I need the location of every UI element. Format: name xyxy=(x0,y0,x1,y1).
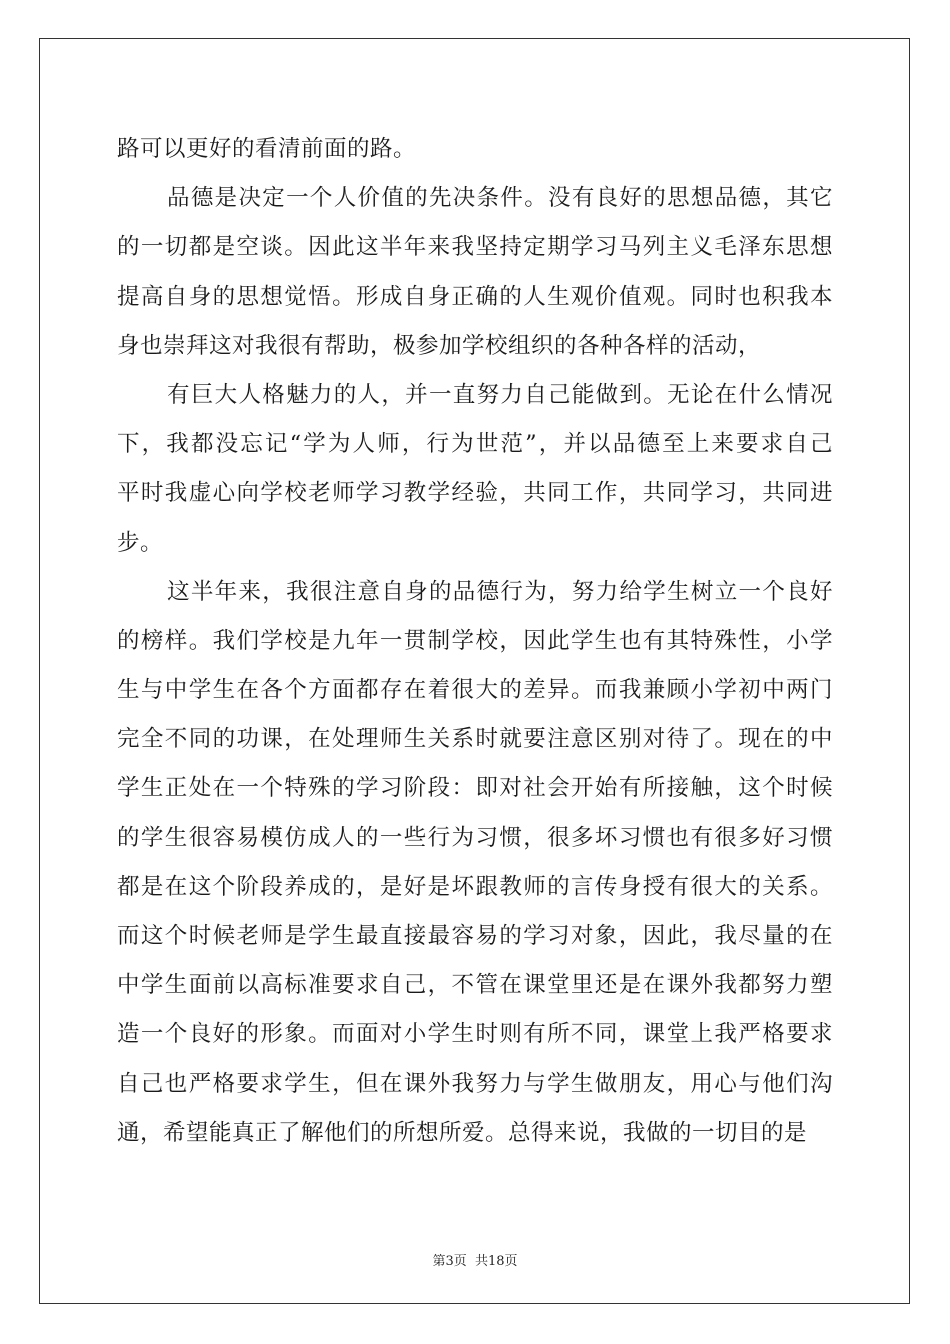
text-line: 而这个时候老师是学生最直接最容易的学习对象，因此，我尽量的在 xyxy=(117,923,833,949)
text-line: 平时我虚心向学校老师学习教学经验，共同工作，共同学习，共同进 xyxy=(117,480,833,507)
text-line: 学生正处在一个特殊的学习阶段：即对社会开始有所接触，这个时候 xyxy=(117,775,833,802)
document-body xyxy=(117,125,833,1158)
paragraph xyxy=(117,174,833,371)
text-line: 步。 xyxy=(117,529,164,556)
text-line: 自己也严格要求学生，但在课外我努力与学生做朋友，用心与他们沟 xyxy=(117,1070,833,1097)
text-line: 下，我都没忘记“学为人师，行为世范”，并以品德至上来要求自己 xyxy=(117,431,833,458)
text-line: 提高自身的思想觉悟。形成自身正确的人生观价值观。同时也积我本 xyxy=(117,283,833,310)
text-line: 有巨大人格魅力的人，并一直努力自己能做到。无论在什么情况 xyxy=(167,381,833,408)
text-line: 都是在这个阶段养成的，是好是坏跟教师的言传身授有很大的关系。 xyxy=(117,873,833,900)
text-line: 的学生很容易模仿成人的一些行为习惯，很多坏习惯也有很多好习惯 xyxy=(117,824,833,851)
text-line: 身也崇拜这对我很有帮助，极参加学校组织的各种各样的活动， xyxy=(117,332,762,359)
text-line: 品德是决定一个人价值的先决条件。没有良好的思想品德，其它 xyxy=(167,185,833,212)
page-number: 第3页 xyxy=(432,1254,467,1269)
text-line: 生与中学生在各个方面都存在着很大的差异。而我兼顾小学初中两门 xyxy=(117,677,833,704)
text-line: 完全不同的功课，在处理师生关系时就要注意区别对待了。现在的中 xyxy=(117,726,833,753)
text-line: 中学生面前以高标准要求自己，不管在课堂里还是在课外我都努力塑 xyxy=(117,972,833,999)
text-line: 通，希望能真正了解他们的所想所爱。总得来说，我做的一切目的是 xyxy=(117,1119,808,1146)
paragraph xyxy=(117,371,833,568)
page-footer xyxy=(0,1250,950,1269)
text-line: 的一切都是空谈。因此这半年来我坚持定期学习马列主义毛泽东思想 xyxy=(117,234,833,261)
text-line: 这半年来，我很注意自身的品德行为，努力给学生树立一个良好 xyxy=(167,578,833,605)
text-line: 的榜样。我们学校是九年一贯制学校，因此学生也有其特殊性，小学 xyxy=(117,627,833,654)
paragraph xyxy=(117,568,833,1158)
paragraph xyxy=(117,125,833,174)
page-total: 共18页 xyxy=(474,1254,518,1269)
text-line: 造一个良好的形象。而面对小学生时则有所不同，课堂上我严格要求 xyxy=(117,1021,833,1048)
text-line: 路可以更好的看清前面的路。 xyxy=(117,136,417,162)
